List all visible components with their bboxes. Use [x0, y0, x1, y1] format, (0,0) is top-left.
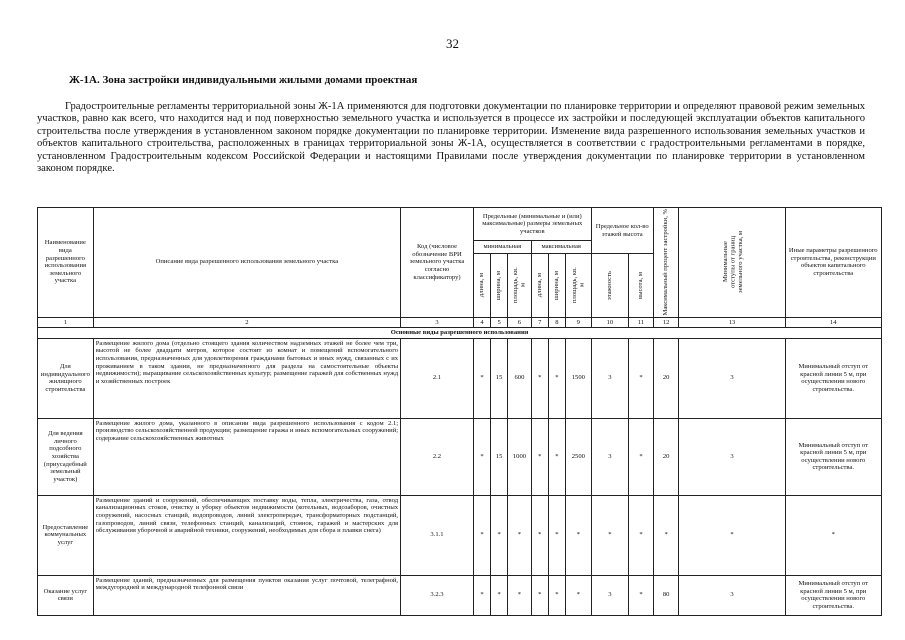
- row-coverage: 20: [653, 338, 679, 418]
- column-number: 10: [591, 317, 628, 328]
- row-coverage: 20: [653, 418, 679, 495]
- row-min-width: 15: [491, 338, 508, 418]
- header-setback: Минимальные отступы от границ земельного участка, м: [679, 208, 785, 318]
- row-height: *: [629, 418, 654, 495]
- row-min-length: *: [473, 575, 490, 615]
- row-max-length: *: [531, 575, 548, 615]
- row-max-width: *: [548, 495, 565, 575]
- table-row: [38, 418, 882, 495]
- section-heading: Ж-1А. Зона застройки индивидуальными жилыми домами проектная: [69, 74, 418, 86]
- header-min-length: длина, м: [473, 254, 490, 317]
- row-max-area: 2500: [565, 418, 591, 495]
- row-description: Размещение зданий, предназначенных для размещения пунктов оказания услуг почтовой, телеграфной, междугородней и международной телефонной связи: [93, 575, 400, 615]
- row-other: Минимальный отступ от красной линии 5 м, при осуществлении нового строительства.: [785, 418, 881, 495]
- header-other-params: Иные параметры разрешенного строительства, реконструкции объектов капитального строительства: [785, 208, 881, 318]
- row-code: 2.2: [401, 418, 474, 495]
- row-other: Минимальный отступ от красной линии 5 м, при осуществлении нового строительства.: [785, 575, 881, 615]
- header-height: высота, м: [629, 254, 654, 317]
- row-code: 3.1.1: [401, 495, 474, 575]
- column-number: 8: [548, 317, 565, 328]
- row-min-area: *: [508, 495, 532, 575]
- row-height: *: [629, 575, 654, 615]
- header-floors-group: Предельное кол-во этажей высота: [591, 208, 653, 254]
- row-name: Для индивидуального жилищного строительства: [38, 338, 94, 418]
- column-number: 9: [565, 317, 591, 328]
- page-number: 32: [446, 36, 459, 51]
- row-description: Размещение жилого дома (отдельно стоящего здания количеством надземных этажей не более чем три, высотой не более двадцати метров, которое состоит из комнат и помещений вспомогательного использования, предназначенных для удовлетворения гражданами бытовых и иных нужд, связанных с их проживанием в таком здании, не предназначенного для раздела на самостоятельные объекты недвижимости); выращивание сельскохозяйственных культур; размещение гаражей для собственных нужд и хозяйственных построек: [93, 338, 400, 418]
- row-setback: 3: [679, 338, 785, 418]
- row-max-length: *: [531, 418, 548, 495]
- header-max-length: длина, м: [531, 254, 548, 317]
- intro-paragraph: Градостроительные регламенты территориальной зоны Ж-1А применяются для подготовки документации по планировке территории и определяют правовой режим земельных участков, равно как всего, что находится над и под поверхностью земельного участка и используется в процессе их застройки и последующей эксплуатации объектов капитального строительства после утверждения в установленном законом порядке документации по планировке территории. Изменение вида разрешенного использования земельных участков и объектов капитального строительства, расположенных в границах территориальной зоны Ж-1А, осуществляется в соответствии с градостроительными регламентами в порядке, установленном Градостроительным кодексом Российской Федерации и настоящими Правилами после утверждения документации по планировке территории в установленном законом порядке.: [37, 101, 865, 175]
- table-row: [38, 495, 882, 575]
- header-plot-sizes: Предельные (минимальные и (или) максимальные) размеры земельных участков: [473, 208, 591, 241]
- row-other: Минимальный отступ от красной линии 5 м, при осуществлении нового строительства.: [785, 338, 881, 418]
- column-number: 6: [508, 317, 532, 328]
- row-setback: 3: [679, 418, 785, 495]
- header-max-width: ширина, м: [548, 254, 565, 317]
- header-name: Наименование вида разрешенного использования земельного участка: [38, 208, 94, 318]
- row-floors: 3: [591, 418, 628, 495]
- column-number: 14: [785, 317, 881, 328]
- row-max-area: 1500: [565, 338, 591, 418]
- header-min-area: площадь, кв. м: [508, 254, 532, 317]
- row-max-area: *: [565, 495, 591, 575]
- row-height: *: [629, 338, 654, 418]
- row-code: 2.1: [401, 338, 474, 418]
- row-description: Размещение зданий и сооружений, обеспечивающих поставку воды, тепла, электричества, газа, отвод канализационных стоков, очистку и уборку объектов недвижимости (котельных, водозаборов, очистных сооружений, насосных станций, водопроводов, линий электропередач, трансформаторных подстанций, газопроводов, линий связи, телефонных станций, канализаций, стоянок, гаражей и мастерских для обслуживания уборочной и аварийной техники, сооружений, необходимых для сбора и плавки снега): [93, 495, 400, 575]
- row-description: Размещение жилого дома, указанного в описании вида разрешенного использования с кодом 2.1; производство сельскохозяйственной продукции; размещение гаража и иных вспомогательных сооружений; содержание сельскохозяйственных животных: [93, 418, 400, 495]
- header-min: минимальная: [473, 240, 531, 253]
- row-min-width: *: [491, 495, 508, 575]
- row-min-width: 15: [491, 418, 508, 495]
- regulations-table: [37, 207, 882, 616]
- row-min-length: *: [473, 418, 490, 495]
- row-max-length: *: [531, 338, 548, 418]
- column-numbers-row: [38, 317, 882, 328]
- row-min-area: 600: [508, 338, 532, 418]
- row-max-width: *: [548, 338, 565, 418]
- row-name: Предоставление коммунальных услуг: [38, 495, 94, 575]
- row-min-area: 1000: [508, 418, 532, 495]
- column-number: 2: [93, 317, 400, 328]
- row-code: 3.2.3: [401, 575, 474, 615]
- row-min-width: *: [491, 575, 508, 615]
- header-max: максимальная: [531, 240, 591, 253]
- row-coverage: *: [653, 495, 679, 575]
- header-floors: этажность: [591, 254, 628, 317]
- row-setback: 3: [679, 575, 785, 615]
- row-max-length: *: [531, 495, 548, 575]
- column-number: 12: [653, 317, 679, 328]
- row-setback: *: [679, 495, 785, 575]
- column-number: 1: [38, 317, 94, 328]
- row-floors: 3: [591, 575, 628, 615]
- column-number: 5: [491, 317, 508, 328]
- row-max-area: *: [565, 575, 591, 615]
- header-max-area: площадь, кв. м: [565, 254, 591, 317]
- section-title: Основные виды разрешенного использования: [38, 328, 882, 339]
- row-floors: 3: [591, 338, 628, 418]
- header-description: Описание вида разрешенного использования земельного участка: [93, 208, 400, 318]
- table-row: [38, 575, 882, 615]
- row-max-width: *: [548, 418, 565, 495]
- row-coverage: 80: [653, 575, 679, 615]
- column-number: 13: [679, 317, 785, 328]
- row-name: Оказание услуг связи: [38, 575, 94, 615]
- row-min-area: *: [508, 575, 532, 615]
- row-other: *: [785, 495, 881, 575]
- column-number: 3: [401, 317, 474, 328]
- column-number: 4: [473, 317, 490, 328]
- row-height: *: [629, 495, 654, 575]
- header-coverage: Максимальный процент застройки, %: [653, 208, 679, 318]
- column-number: 11: [629, 317, 654, 328]
- row-floors: *: [591, 495, 628, 575]
- row-min-length: *: [473, 338, 490, 418]
- column-number: 7: [531, 317, 548, 328]
- table-row: [38, 338, 882, 418]
- row-max-width: *: [548, 575, 565, 615]
- header-min-width: ширина, м: [491, 254, 508, 317]
- header-code: Код (числовое обозначение ВРИ земельного участка согласно классификатору): [401, 208, 474, 318]
- row-min-length: *: [473, 495, 490, 575]
- row-name: Для ведения личного подсобного хозяйства (приусадебный земельный участок): [38, 418, 94, 495]
